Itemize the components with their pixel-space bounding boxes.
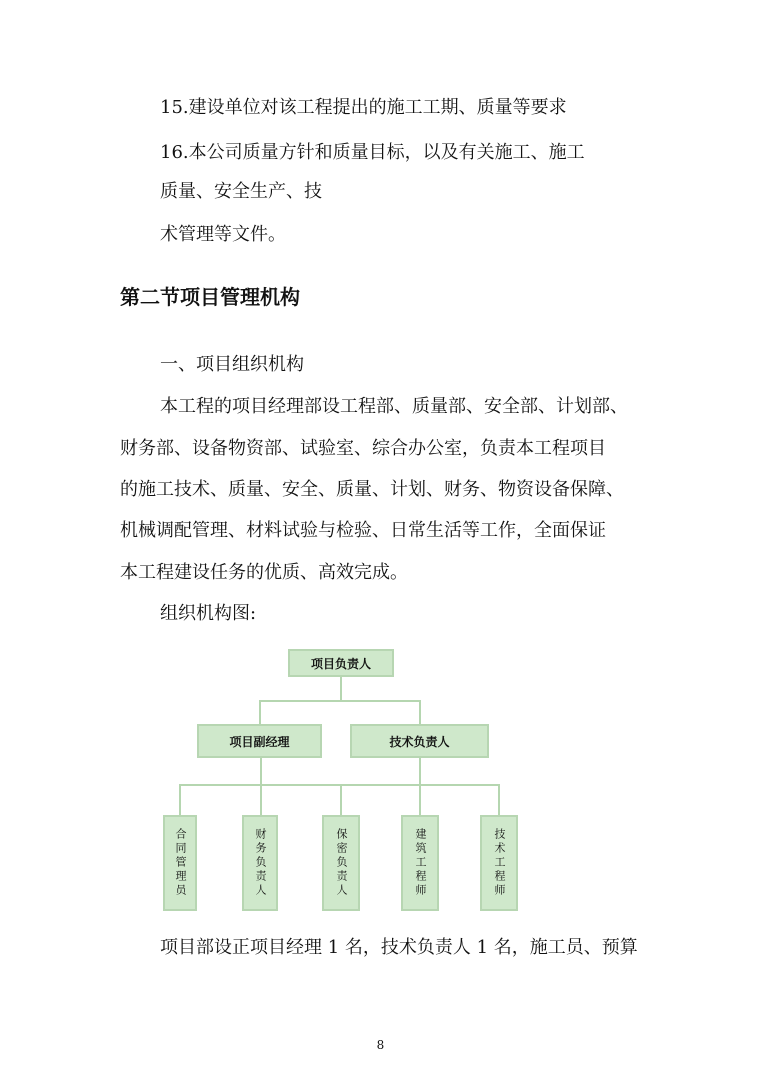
org-node-technical-engineer: 技术工程师 — [480, 815, 518, 911]
subsection-title: 一、项目组织机构 — [160, 354, 304, 375]
section-title: 第二节项目管理机构 — [120, 285, 300, 309]
list-item-16-cont2: 术管理等文件。 — [160, 224, 286, 245]
org-node-finance-lead: 财务负责人 — [242, 815, 278, 911]
body-line: 本工程的项目经理部设工程部、质量部、安全部、计划部、 — [160, 396, 628, 417]
body-line: 财务部、设备物资部、试验室、综合办公室，负责本工程项目 — [120, 438, 606, 459]
body-line: 机械调配管理、材料试验与检验、日常生活等工作，全面保证 — [120, 520, 606, 541]
body-line: 项目部设正项目经理 1 名，技术负责人 1 名，施工员、预算 — [160, 937, 638, 958]
org-node-deputy-manager: 项目副经理 — [197, 724, 322, 758]
body-line: 的施工技术、质量、安全、质量、计划、财务、物资设备保障、 — [120, 479, 624, 500]
org-node-tech-lead: 技术负责人 — [350, 724, 489, 758]
org-node-construction-engineer: 建筑工程师 — [401, 815, 439, 911]
body-line: 本工程建设任务的优质、高效完成。 — [120, 562, 408, 583]
org-node-contract-admin: 合同管理员 — [163, 815, 197, 911]
org-node-security-lead: 保密负责人 — [322, 815, 360, 911]
list-item-16: 16.本公司质量方针和质量目标，以及有关施工、施工 — [160, 142, 585, 163]
list-item-16-cont: 质量、安全生产、技 — [160, 181, 322, 202]
org-node-top: 项目负责人 — [288, 649, 394, 677]
list-item-15: 15.建设单位对该工程提出的施工工期、质量等要求 — [160, 97, 567, 118]
page-number: 8 — [376, 1038, 385, 1052]
chart-caption: 组织机构图: — [160, 603, 257, 624]
